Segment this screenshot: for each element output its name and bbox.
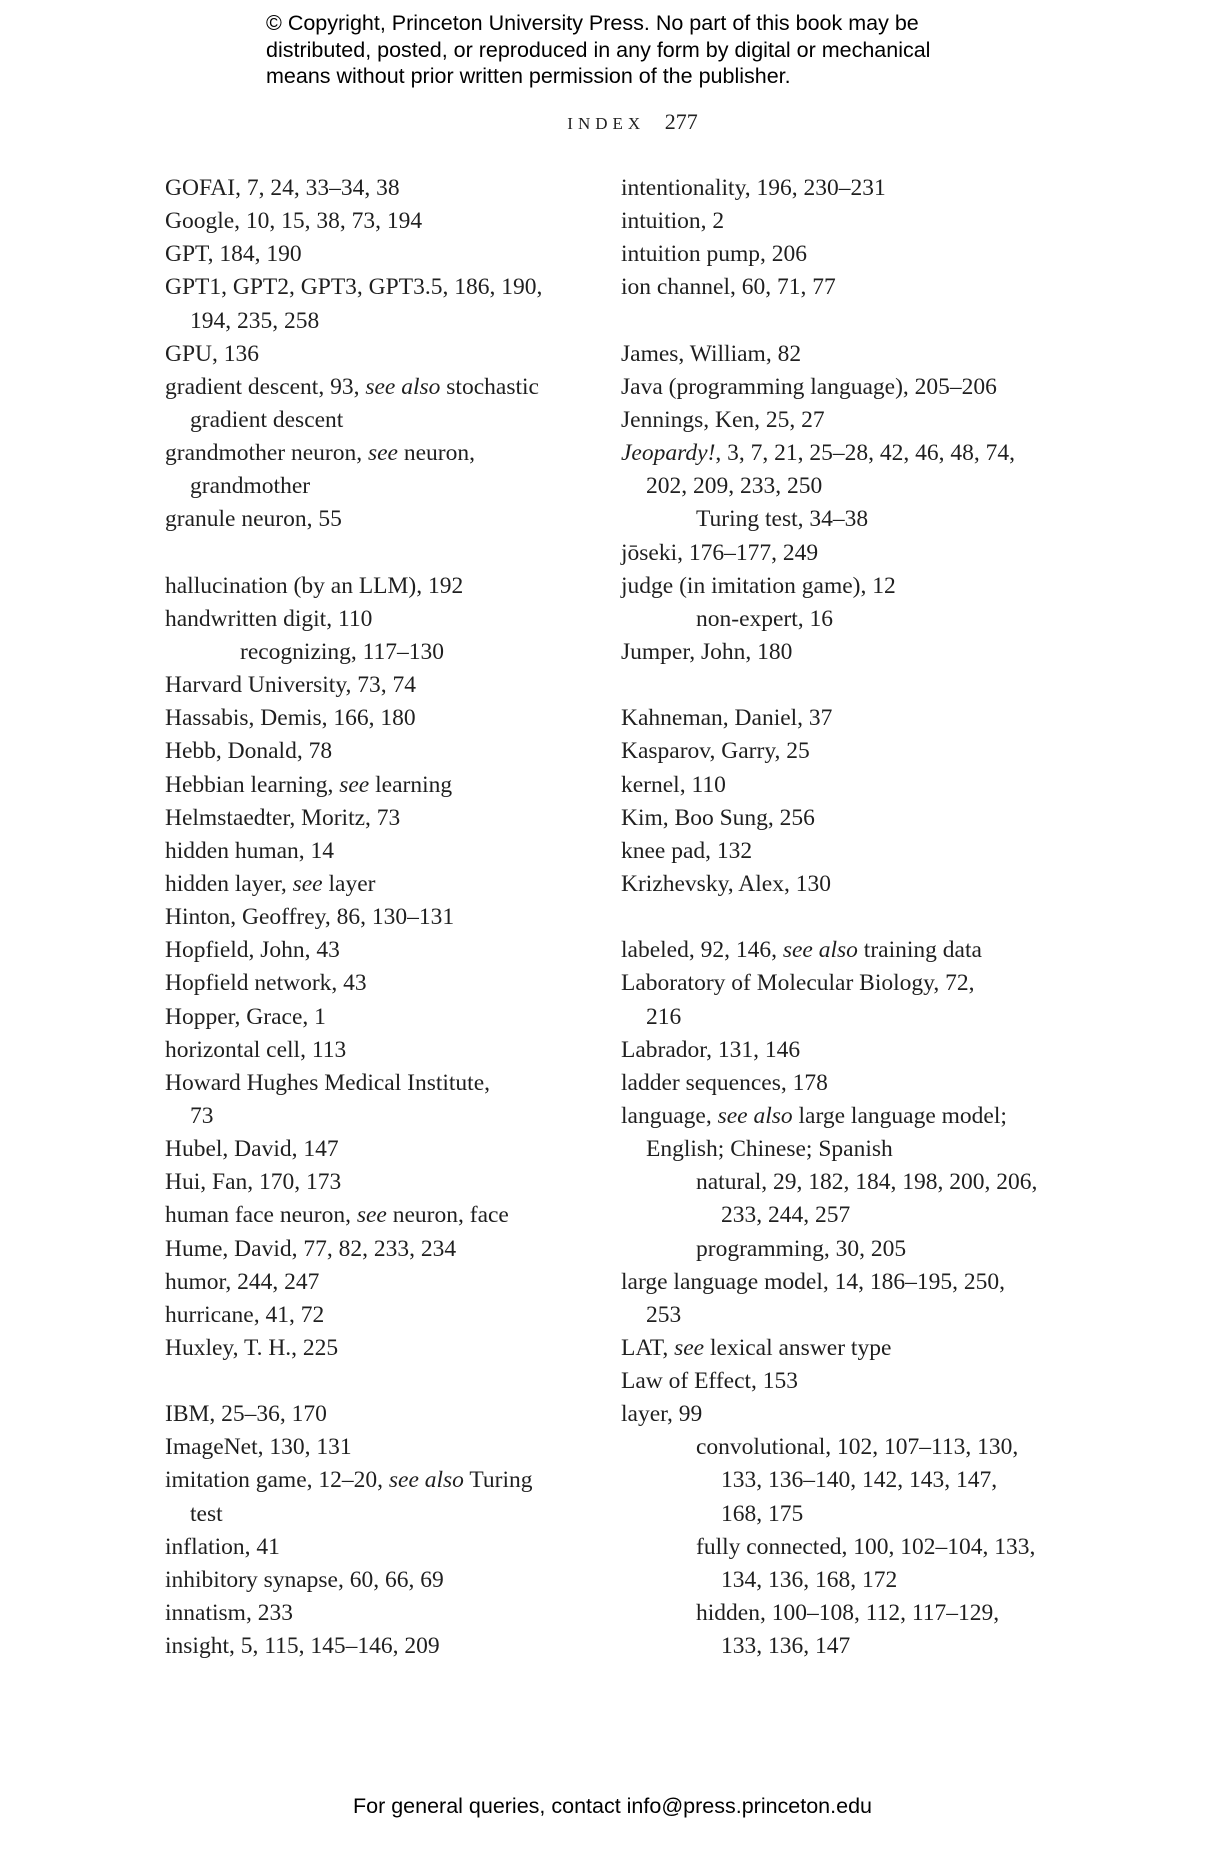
cross-reference-term: see	[674, 1334, 705, 1361]
entry-text: language,	[621, 1102, 718, 1129]
cross-reference-term: see also	[365, 373, 441, 400]
index-entry: Hassabis, Demis, 166, 180	[165, 705, 416, 732]
index-entry: ion channel, 60, 71, 77	[621, 274, 836, 301]
index-subentry: 73	[190, 1102, 214, 1129]
index-entry	[621, 934, 1061, 967]
running-title: INDEX	[567, 114, 646, 133]
index-subentry: Turing test, 34–38	[696, 506, 869, 533]
entry-text: Turing	[463, 1467, 533, 1494]
index-entry: Howard Hughes Medical Institute,	[165, 1069, 491, 1096]
entry-text: learning	[369, 771, 453, 798]
entry-text: stochastic	[440, 373, 539, 400]
index-entry: GPU, 136	[165, 340, 260, 367]
index-subentry: 168, 175	[721, 1500, 804, 1527]
entry-text: layer	[322, 870, 376, 897]
index-subentry: 216	[646, 1003, 682, 1030]
copyright-line: distributed, posted, or reproduced in any form by digital or mechanical	[266, 37, 931, 62]
index-entry: ImageNet, 130, 131	[165, 1434, 352, 1461]
index-entry	[165, 868, 605, 901]
index-entry: hallucination (by an LLM), 192	[165, 572, 464, 599]
index-entry	[621, 1332, 1061, 1365]
index-entry: layer, 99	[621, 1401, 703, 1428]
index-subentry: 133, 136–140, 142, 143, 147,	[721, 1467, 998, 1494]
footer-contact: For general queries, contact info@press.princeton.edu	[352, 1794, 872, 1818]
index-subentry: 194, 235, 258	[190, 307, 320, 334]
index-subentry: non-expert, 16	[696, 605, 834, 632]
index-entry: Hopfield, John, 43	[165, 937, 340, 964]
index-entry: Hebb, Donald, 78	[165, 738, 333, 765]
index-entry: kernel, 110	[621, 771, 726, 798]
entry-text: neuron,	[397, 440, 475, 467]
index-entry: Java (programming language), 205–206	[621, 373, 997, 400]
index-entry: horizontal cell, 113	[165, 1036, 347, 1063]
cross-reference-term: see	[292, 870, 323, 897]
index-entry: James, William, 82	[621, 340, 802, 367]
entry-text: labeled, 92, 146,	[621, 937, 783, 964]
index-entry: Helmstaedter, Moritz, 73	[165, 804, 401, 831]
index-subentry: grandmother	[190, 473, 311, 500]
index-entry	[621, 437, 1061, 470]
index-subentry: 202, 209, 233, 250	[646, 473, 823, 500]
index-entry: granule neuron, 55	[165, 506, 342, 533]
index-entry: Jumper, John, 180	[621, 638, 793, 665]
index-entry: GPT1, GPT2, GPT3, GPT3.5, 186, 190,	[165, 274, 543, 301]
copyright-line: means without prior written permission of the publisher.	[266, 64, 791, 88]
page-number: 277	[664, 109, 698, 134]
index-entry	[165, 1199, 605, 1232]
index-entry: knee pad, 132	[621, 837, 753, 864]
cross-reference-term: see	[356, 1202, 387, 1229]
index-entry	[621, 1100, 1061, 1133]
index-subentry: programming, 30, 205	[696, 1235, 907, 1262]
running-head	[0, 109, 1225, 135]
entry-text: LAT,	[621, 1334, 675, 1361]
section-gap	[165, 537, 605, 570]
index-entry: Hinton, Geoffrey, 86, 130–131	[165, 904, 455, 931]
index-entry	[165, 1464, 605, 1497]
index-entry: judge (in imitation game), 12	[621, 572, 896, 599]
section-gap	[165, 1365, 605, 1398]
index-entry: Law of Effect, 153	[621, 1368, 799, 1395]
index-entry	[165, 769, 605, 802]
index-entry: intuition pump, 206	[621, 241, 808, 268]
index-entry: Jennings, Ken, 25, 27	[621, 406, 825, 433]
index-entry: Kasparov, Garry, 25	[621, 738, 810, 765]
section-gap	[621, 305, 1061, 338]
index-entry: Hume, David, 77, 82, 233, 234	[165, 1235, 457, 1262]
index-entry: intentionality, 196, 230–231	[621, 175, 886, 201]
entry-text: human face neuron,	[165, 1202, 357, 1229]
index-entry: IBM, 25–36, 170	[165, 1401, 327, 1428]
index-entry: inflation, 41	[165, 1533, 280, 1560]
index-entry: Kahneman, Daniel, 37	[621, 705, 833, 732]
index-entry: Laboratory of Molecular Biology, 72,	[621, 970, 975, 997]
cross-reference-term: see also	[388, 1467, 464, 1494]
index-subentry: hidden, 100–108, 112, 117–129,	[696, 1600, 1000, 1627]
entry-text: large language model;	[792, 1102, 1007, 1129]
index-entry: hidden human, 14	[165, 837, 335, 864]
index-subentry: convolutional, 102, 107–113, 130,	[696, 1434, 1019, 1461]
index-entry: Krizhevsky, Alex, 130	[621, 870, 831, 897]
entry-text: gradient descent, 93,	[165, 373, 366, 400]
index-subentry: 253	[646, 1301, 682, 1328]
index-entry: Labrador, 131, 146	[621, 1036, 801, 1063]
index-subentry: gradient descent	[190, 406, 344, 433]
index-entry: Harvard University, 73, 74	[165, 672, 417, 699]
index-subentry: 133, 136, 147	[721, 1633, 851, 1660]
index-subentry: 233, 244, 257	[721, 1202, 851, 1229]
entry-text: , 3, 7, 21, 25–28, 42, 46, 48, 74,	[715, 440, 1016, 467]
entry-text: lexical answer type	[704, 1334, 892, 1361]
index-column-right	[621, 172, 1061, 1663]
index-subentry: test	[190, 1500, 223, 1527]
index-entry: Hubel, David, 147	[165, 1136, 339, 1163]
index-entry: Hopfield network, 43	[165, 970, 367, 997]
section-gap	[621, 669, 1061, 702]
index-entry: Hopper, Grace, 1	[165, 1003, 326, 1030]
entry-text: imitation game, 12–20,	[165, 1467, 389, 1494]
index-entry: handwritten digit, 110	[165, 605, 373, 632]
entry-text: grandmother neuron,	[165, 440, 368, 467]
cross-reference-term: see	[367, 440, 398, 467]
entry-text: training data	[857, 937, 982, 964]
index-subentry: fully connected, 100, 102–104, 133,	[696, 1533, 1036, 1560]
index-entry: jōseki, 176–177, 249	[621, 539, 819, 566]
index-subentry: English; Chinese; Spanish	[646, 1136, 893, 1163]
index-subentry: natural, 29, 182, 184, 198, 200, 206,	[696, 1169, 1038, 1196]
index-subentry: 134, 136, 168, 172	[721, 1566, 898, 1593]
index-entry: GPT, 184, 190	[165, 241, 302, 268]
entry-text: hidden layer,	[165, 870, 293, 897]
entry-text: Hebbian learning,	[165, 771, 340, 798]
cross-reference-term: see	[339, 771, 370, 798]
index-entry: hurricane, 41, 72	[165, 1301, 325, 1328]
index-entry	[165, 371, 605, 404]
copyright-notice	[266, 10, 1026, 90]
index-entry: innatism, 233	[165, 1600, 293, 1627]
section-gap	[621, 901, 1061, 934]
cross-reference-term: Jeopardy!	[621, 440, 716, 467]
index-entry: ladder sequences, 178	[621, 1069, 828, 1096]
index-entry: large language model, 14, 186–195, 250,	[621, 1268, 1005, 1295]
copyright-line: © Copyright, Princeton University Press. No part of this book may be	[266, 11, 919, 35]
index-entry: humor, 244, 247	[165, 1268, 320, 1295]
index-entry: Google, 10, 15, 38, 73, 194	[165, 208, 423, 235]
cross-reference-term: see also	[782, 937, 858, 964]
cross-reference-term: see also	[717, 1102, 793, 1129]
index-entry: GOFAI, 7, 24, 33–34, 38	[165, 175, 400, 201]
index-entry: Kim, Boo Sung, 256	[621, 804, 815, 831]
entry-text: neuron, face	[386, 1202, 509, 1229]
index-entry: Huxley, T. H., 225	[165, 1334, 339, 1361]
index-column-left	[165, 172, 605, 1663]
index-entry: inhibitory synapse, 60, 66, 69	[165, 1566, 444, 1593]
index-entry: insight, 5, 115, 145–146, 209	[165, 1633, 440, 1660]
index-entry: intuition, 2	[621, 208, 725, 235]
index-entry: Hui, Fan, 170, 173	[165, 1169, 342, 1196]
index-entry	[165, 437, 605, 470]
index-subentry: recognizing, 117–130	[240, 638, 445, 665]
